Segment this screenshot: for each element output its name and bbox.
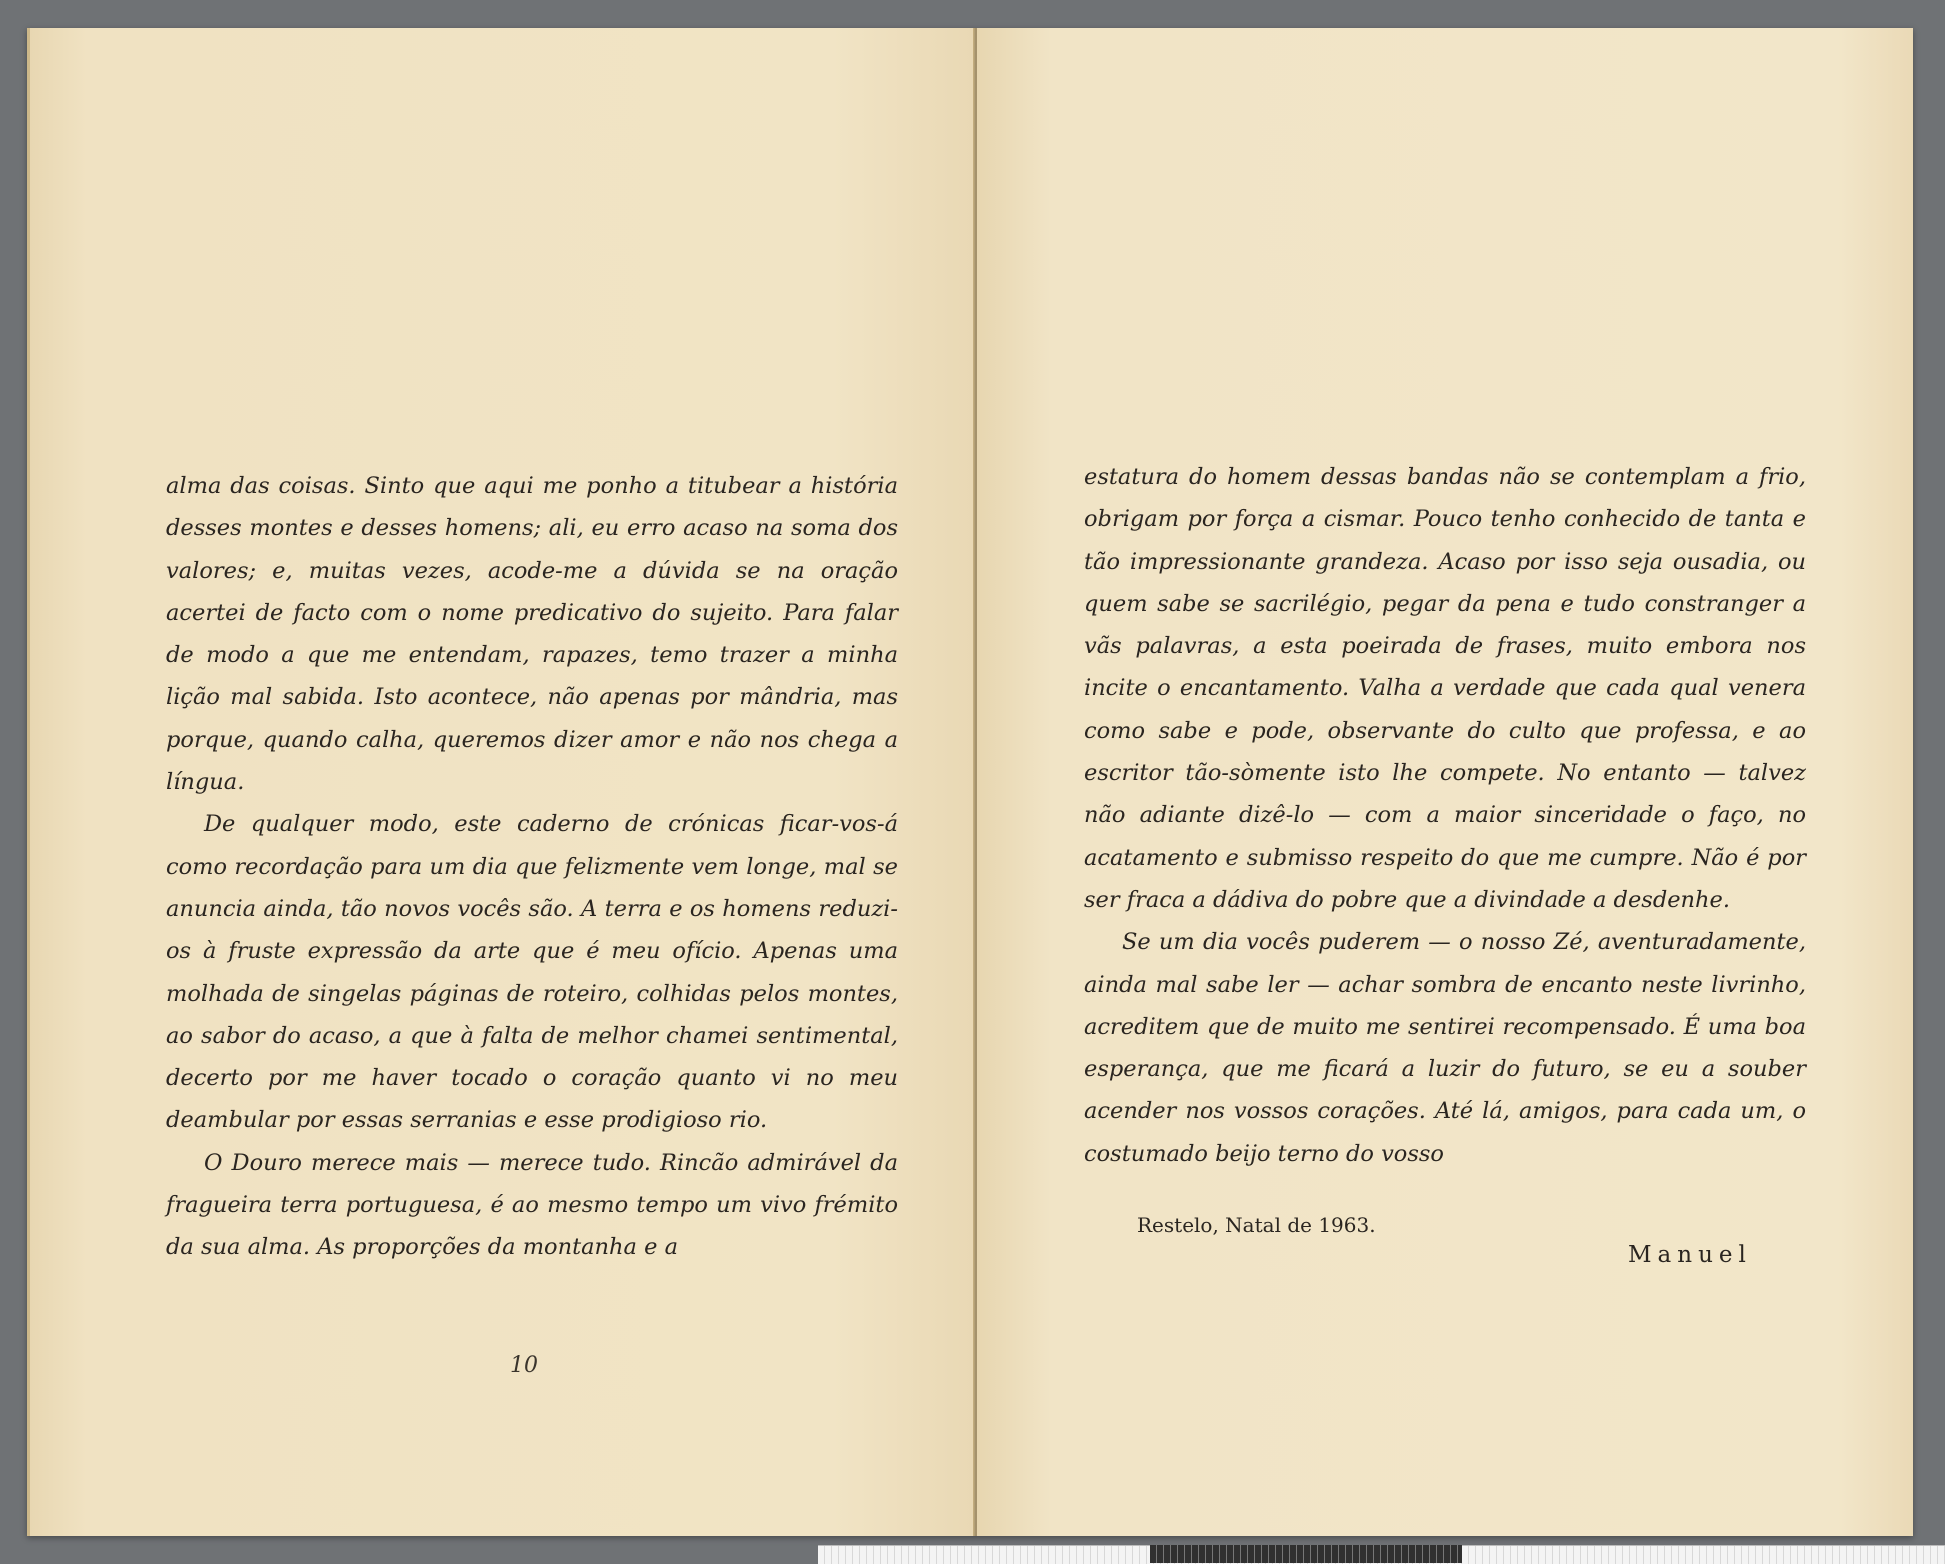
paragraph: Se um dia vocês puderem — o nosso Zé, aventuradamente, ainda mal sabe ler — achar sombra de encanto neste livrinho, acreditem que de muito me sentirei recompensado. É uma boa esperança, que me ficará a luzir do futuro, se eu a souber acender nos vossos corações. Até lá, amigos, para cada um, o costumado beijo terno do vosso [1084, 929, 1806, 1167]
place-date: Restelo, Natal de 1963. [1137, 1213, 1376, 1237]
left-page-text [166, 465, 898, 1269]
page-number: 10 [510, 1353, 538, 1378]
paragraph: O Douro merece mais — merece tudo. Rincão admirável da fragueira terra portuguesa, é ao mesmo tempo um vivo frémito da sua alma. As proporções da montanha e a [166, 1149, 898, 1261]
left-page [27, 28, 975, 1536]
signature: Manuel [1628, 1242, 1752, 1268]
right-page-text [1084, 456, 1806, 1175]
paragraph: De qualquer modo, este caderno de crónicas ficar-vos-á como recordação para um dia que felizmente vem longe, mal se anuncia ainda, tão novos vocês são. A terra e os homens reduzi-os à fruste expressão da arte que é meu ofício. Apenas uma molhada de singelas páginas de roteiro, colhidas pelos montes, ao sabor do acaso, a que à falta de melhor chamei sentimental, decerto por me haver tocado o coração quanto vi no meu deambular por essas serranias e esse prodigioso rio. [166, 811, 898, 1134]
right-page [977, 28, 1913, 1536]
measurement-scale-dark-segment [1150, 1545, 1462, 1563]
book-spread [27, 28, 1913, 1536]
paragraph: estatura do homem dessas bandas não se contemplam a frio, obrigam por força a cismar. Pouco tenho conhecido de tanta e tão impressionante grandeza. Acaso por isso seja ousadia, ou quem sabe se sacrilégio, pegar da pena e tudo constranger a vãs palavras, a esta poeirada de frases, muito embora nos incite o encantamento. Valha a verdade que cada qual venera como sabe e pode, observante do culto que professa, e ao escritor tão-sòmente isto lhe compete. No entanto — talvez não adiante dizê-lo — com a maior sinceridade o faço, no acatamento e submisso respeito do que me cumpre. Não é por ser fraca a dádiva do pobre que a divindade a desdenhe. [1084, 464, 1806, 913]
paragraph: alma das coisas. Sinto que aqui me ponho a titubear a história desses montes e desses homens; ali, eu erro acaso na soma dos valores; e, muitas vezes, acode-me a dúvida se na oração acertei de facto com o nome predicativo do sujeito. Para falar de modo a que me entendam, rapazes, temo trazer a minha lição mal sabida. Isto acontece, não apenas por mândria, mas porque, quando calha, queremos dizer amor e não nos chega a língua. [166, 473, 898, 796]
